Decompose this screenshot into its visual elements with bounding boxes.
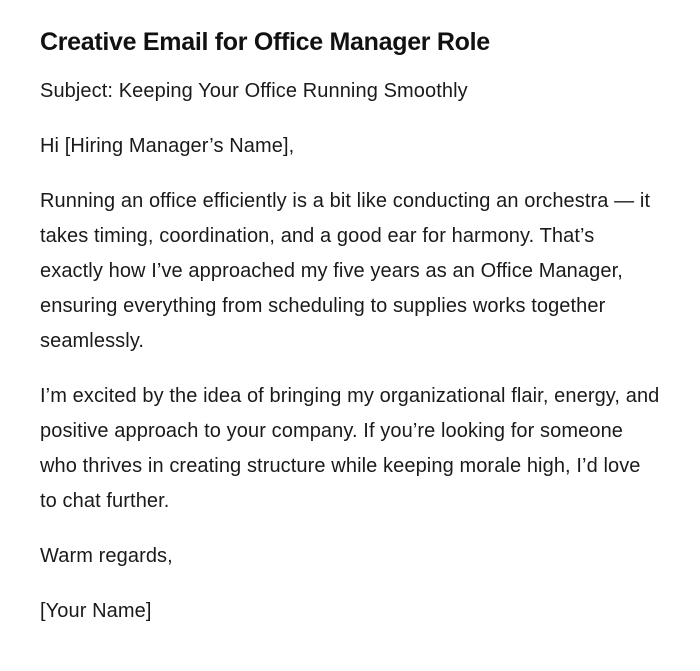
email-signature: [Your Name] (40, 600, 152, 622)
email-signoff: Warm regards, (40, 545, 173, 567)
email-body-paragraph-1: Running an office efficiently is a bit like conducting an orchestra — it takes timing, coordination, and a good ear for harmony. That’s exactly how I’ve approached my five years as an Office Manager, ensuring everything from scheduling to supplies works together seamlessly. (40, 190, 651, 352)
email-subject-line: Subject: Keeping Your Office Running Smoothly (40, 80, 468, 102)
email-greeting: Hi [Hiring Manager’s Name], (40, 135, 295, 157)
document-title: Creative Email for Office Manager Role (40, 28, 490, 56)
email-body-paragraph-2: I’m excited by the idea of bringing my organizational flair, energy, and positive approach to your company. If you’re looking for someone who thrives in creating structure while keeping morale high, I’d love to chat further. (40, 385, 660, 512)
